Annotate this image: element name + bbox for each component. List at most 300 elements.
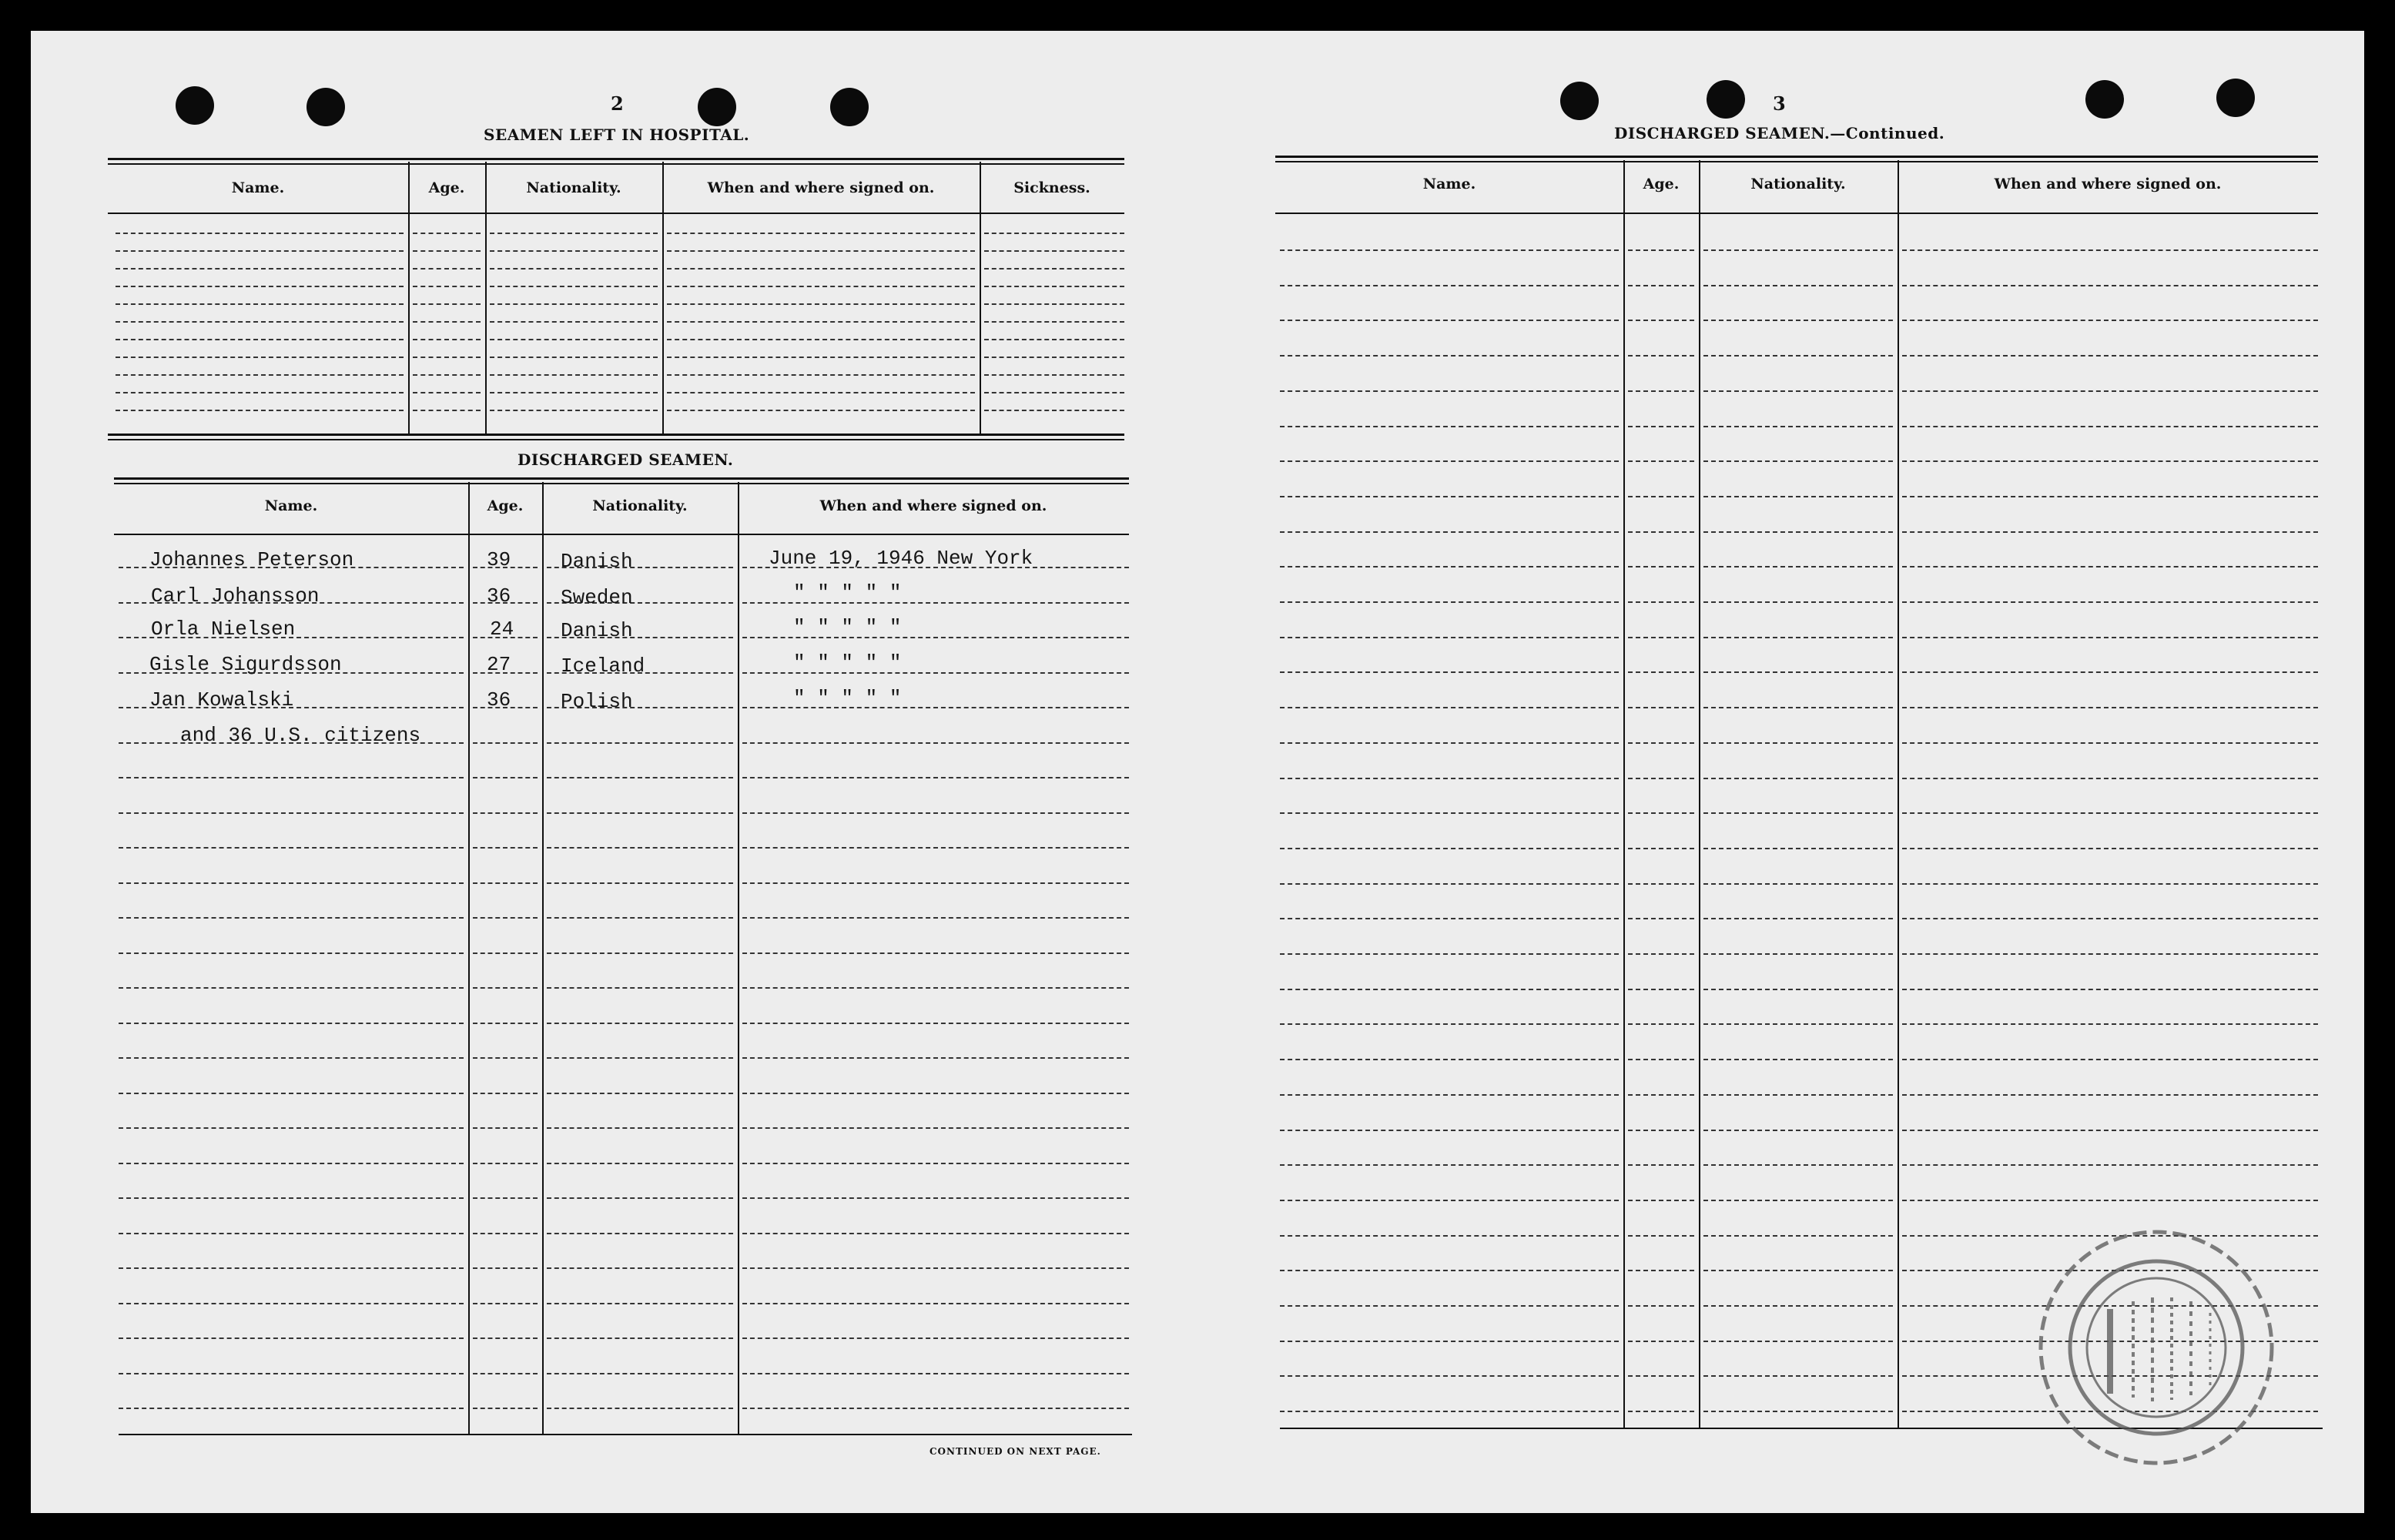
ruled-line (1902, 812, 2318, 814)
ruled-line (1280, 531, 1619, 533)
ruled-line (1902, 1200, 2318, 1201)
ruled-line (1628, 989, 1694, 990)
ruled-line (413, 374, 481, 376)
hospital-table-top-rule (108, 158, 1124, 165)
seaman-signed-on: " " " " " (793, 616, 902, 639)
ruled-line (1703, 848, 1893, 849)
ruled-line (984, 357, 1124, 358)
ruled-line (667, 303, 975, 305)
hospital-section-title: SEAMEN LEFT IN HOSPITAL. (484, 126, 750, 144)
hospital-col-divider (408, 162, 410, 434)
ruled-line (119, 882, 464, 884)
seaman-age: 27 (487, 653, 511, 676)
ruled-line (1902, 1023, 2318, 1025)
ruled-line (413, 250, 481, 252)
ruled-line (1628, 1375, 1694, 1377)
page-number-left: 2 (611, 92, 624, 115)
hospital-col-nationality: Nationality. (526, 179, 621, 196)
ruled-line (119, 987, 464, 989)
ruled-line (116, 357, 404, 358)
ruled-line (1280, 1305, 1619, 1307)
ruled-line (116, 374, 404, 376)
ruled-line (667, 392, 975, 393)
ruled-line (490, 286, 658, 287)
ruled-line (473, 1373, 538, 1374)
ruled-line (490, 303, 658, 305)
ruled-line (1628, 249, 1694, 251)
ruled-line (1628, 601, 1694, 603)
ruled-line (742, 1303, 1129, 1304)
ruled-line (984, 250, 1124, 252)
ruled-line (119, 952, 464, 954)
ruled-line (1280, 1235, 1619, 1237)
ruled-line (1628, 742, 1694, 744)
ruled-line (547, 1023, 733, 1024)
ruled-line (116, 392, 404, 393)
ruled-line (742, 1373, 1129, 1374)
seaman-nationality: Danish (561, 619, 633, 642)
seaman-signed-on: " " " " " (793, 687, 902, 710)
ruled-line (473, 1057, 538, 1059)
ruled-line (1280, 989, 1619, 990)
ruled-line (413, 286, 481, 287)
page-number-right: 3 (1773, 92, 1786, 115)
ruled-line (547, 917, 733, 919)
ruled-line (1703, 1130, 1893, 1131)
ruled-line (1703, 1270, 1893, 1271)
ruled-line (1628, 1164, 1694, 1166)
ruled-line (1628, 496, 1694, 497)
ruled-line (1703, 1305, 1893, 1307)
ruled-line (1628, 671, 1694, 673)
ruled-line (984, 233, 1124, 234)
ruled-line (1703, 707, 1893, 708)
ruled-line (1280, 601, 1619, 603)
ruled-line (667, 374, 975, 376)
ruled-line (1280, 460, 1619, 462)
ruled-line (1628, 848, 1694, 849)
ruled-line (742, 1197, 1129, 1199)
ruled-line (119, 1197, 464, 1199)
ruled-line (667, 339, 975, 340)
punch-hole (2085, 80, 2124, 119)
ruled-line (473, 1023, 538, 1024)
hospital-col-divider (662, 162, 664, 434)
ruled-line (473, 952, 538, 954)
ruled-line (984, 321, 1124, 323)
discharged-col-nationality: Nationality. (592, 497, 688, 514)
ruled-line (1628, 566, 1694, 567)
ruled-line (1902, 671, 2318, 673)
right-col-divider (1699, 160, 1700, 1428)
ruled-line (1902, 1094, 2318, 1096)
ruled-line (1902, 707, 2318, 708)
ruled-line (1902, 742, 2318, 744)
seaman-age: 36 (487, 688, 511, 711)
ruled-line (1628, 1059, 1694, 1060)
ruled-line (1628, 637, 1694, 638)
ruled-line (742, 1267, 1129, 1269)
ruled-line (547, 882, 733, 884)
ruled-line (1703, 426, 1893, 427)
ruled-line (1902, 918, 2318, 919)
ruled-line (1703, 390, 1893, 392)
ruled-line (1628, 320, 1694, 321)
right-col-nationality: Nationality. (1750, 176, 1846, 192)
discharged-col-signed-on: When and where signed on. (819, 497, 1047, 514)
ruled-line (473, 1163, 538, 1164)
form-sheet (31, 31, 2364, 1513)
seaman-age: 36 (487, 584, 511, 608)
seaman-nationality: Polish (561, 690, 633, 713)
ruled-line (1280, 742, 1619, 744)
right-col-signed-on: When and where signed on. (1994, 176, 2222, 192)
ruled-line (1902, 778, 2318, 779)
seaman-name: Johannes Peterson (149, 548, 354, 571)
ruled-line (984, 410, 1124, 411)
ruled-line (1280, 848, 1619, 849)
ruled-line (473, 777, 538, 778)
ruled-line (1628, 285, 1694, 286)
seaman-signed-on: " " " " " (793, 581, 902, 604)
ruled-line (547, 1303, 733, 1304)
ruled-line (547, 1337, 733, 1339)
ruled-line (547, 742, 733, 744)
ruled-line (742, 1408, 1129, 1409)
ruled-line (1703, 249, 1893, 251)
seaman-nationality: Danish (561, 550, 633, 573)
ruled-line (742, 1023, 1129, 1024)
ruled-line (1703, 953, 1893, 955)
continued-footer: CONTINUED ON NEXT PAGE. (930, 1446, 1101, 1457)
ruled-line (119, 1337, 464, 1339)
ruled-line (1703, 496, 1893, 497)
ruled-line (1703, 460, 1893, 462)
seaman-age: 24 (490, 618, 514, 641)
ruled-line (473, 1408, 538, 1409)
ruled-line (413, 410, 481, 411)
ruled-line (473, 882, 538, 884)
ruled-line (1280, 320, 1619, 321)
ruled-line (1902, 566, 2318, 567)
ruled-line (119, 1373, 464, 1374)
ruled-line (547, 1408, 733, 1409)
ruled-line (119, 1233, 464, 1234)
ruled-line (473, 1337, 538, 1339)
discharged-col-divider (468, 482, 470, 1434)
discharged-col-name: Name. (264, 497, 318, 514)
ruled-line (547, 1373, 733, 1374)
punch-hole (176, 86, 214, 125)
ruled-line (1703, 320, 1893, 321)
ruled-line (1280, 637, 1619, 638)
ruled-line (1628, 1200, 1694, 1201)
ruled-line (1703, 1023, 1893, 1025)
ruled-line (490, 233, 658, 234)
discharged-col-age: Age. (487, 497, 524, 514)
seaman-age: 39 (487, 548, 511, 571)
ruled-line (1628, 1305, 1694, 1307)
ruled-line (1280, 1341, 1619, 1342)
ruled-line (742, 777, 1129, 778)
ruled-line (473, 1197, 538, 1199)
seaman-name: Gisle Sigurdsson (149, 653, 342, 676)
ruled-line (1280, 566, 1619, 567)
ruled-line (1902, 531, 2318, 533)
ruled-line (1902, 320, 2318, 321)
ruled-line (1902, 1059, 2318, 1060)
discharged-table-bottom-rule (119, 1434, 1132, 1435)
ruled-line (1703, 778, 1893, 779)
ruled-line (1902, 1164, 2318, 1166)
seaman-nationality: Iceland (561, 654, 645, 678)
ruled-line (413, 303, 481, 305)
ruled-line (1703, 1235, 1893, 1237)
ruled-line (1628, 1235, 1694, 1237)
ruled-line (413, 233, 481, 234)
ruled-line (1628, 1341, 1694, 1342)
ruled-line (547, 987, 733, 989)
ruled-line (119, 1023, 464, 1024)
ruled-line (1280, 1130, 1619, 1131)
ruled-line (1902, 355, 2318, 357)
ruled-line (1628, 531, 1694, 533)
ruled-line (547, 1093, 733, 1094)
seaman-name: Jan Kowalski (149, 688, 294, 711)
ruled-line (473, 812, 538, 814)
ruled-line (1628, 812, 1694, 814)
ruled-line (1902, 989, 2318, 990)
ruled-line (1628, 883, 1694, 885)
ruled-line (1280, 249, 1619, 251)
ruled-line (490, 392, 658, 393)
ruled-line (413, 268, 481, 270)
ruled-line (1280, 1059, 1619, 1060)
seaman-nationality: Sweden (561, 586, 633, 609)
ruled-line (490, 268, 658, 270)
ruled-line (1703, 531, 1893, 533)
ruled-line (490, 321, 658, 323)
right-col-divider (1898, 160, 1899, 1428)
ruled-line (742, 917, 1129, 919)
ruled-line (742, 882, 1129, 884)
ruled-line (1628, 1270, 1694, 1271)
ruled-line (119, 1127, 464, 1129)
ruled-line (1628, 1094, 1694, 1096)
ruled-line (1280, 1023, 1619, 1025)
ruled-line (742, 1057, 1129, 1059)
ruled-line (984, 392, 1124, 393)
right-page-title: DISCHARGED SEAMEN.—Continued. (1614, 124, 1945, 142)
ruled-line (1902, 637, 2318, 638)
ruled-line (984, 303, 1124, 305)
ruled-line (116, 233, 404, 234)
ruled-line (1628, 460, 1694, 462)
date-stamp (2033, 1224, 2279, 1471)
ruled-line (667, 357, 975, 358)
ruled-line (667, 233, 975, 234)
ruled-line (742, 742, 1129, 744)
ruled-line (742, 1233, 1129, 1234)
right-col-divider (1623, 160, 1625, 1428)
ruled-line (116, 303, 404, 305)
hospital-header-rule (108, 213, 1124, 214)
ruled-line (1703, 566, 1893, 567)
ruled-line (1703, 637, 1893, 638)
punch-hole (1560, 82, 1599, 120)
ruled-line (116, 268, 404, 270)
ruled-line (1280, 953, 1619, 955)
ruled-line (1703, 355, 1893, 357)
ruled-line (473, 742, 538, 744)
ruled-line (473, 1233, 538, 1234)
ruled-line (1280, 1200, 1619, 1201)
ruled-line (1628, 355, 1694, 357)
ruled-line (1902, 883, 2318, 885)
ruled-line (1902, 460, 2318, 462)
ruled-line (1628, 426, 1694, 427)
ruled-line (1703, 812, 1893, 814)
ruled-line (1280, 390, 1619, 392)
ruled-line (547, 1267, 733, 1269)
ruled-line (742, 1127, 1129, 1129)
ruled-line (1703, 1164, 1893, 1166)
ruled-line (490, 410, 658, 411)
ruled-line (547, 952, 733, 954)
punch-hole (306, 88, 345, 126)
ruled-line (1703, 1200, 1893, 1201)
ruled-line (1280, 918, 1619, 919)
ruled-line (742, 952, 1129, 954)
ruled-line (1280, 1375, 1619, 1377)
ruled-line (1703, 285, 1893, 286)
right-col-name: Name. (1422, 176, 1476, 192)
ruled-line (473, 1093, 538, 1094)
ruled-line (667, 410, 975, 411)
ruled-line (1628, 1411, 1694, 1412)
ruled-line (413, 357, 481, 358)
ruled-line (1280, 883, 1619, 885)
hospital-col-divider (485, 162, 487, 434)
ruled-line (473, 847, 538, 849)
ruled-line (119, 1267, 464, 1269)
ruled-line (1703, 1375, 1893, 1377)
ruled-line (473, 987, 538, 989)
ruled-line (1703, 601, 1893, 603)
discharged-col-divider (542, 482, 544, 1434)
discharged-table-top-rule (114, 477, 1129, 484)
ruled-line (1280, 1411, 1619, 1412)
hospital-col-age: Age. (428, 179, 465, 196)
ruled-line (473, 1303, 538, 1304)
ruled-line (119, 847, 464, 849)
ruled-line (119, 1093, 464, 1094)
hospital-table-bottom-rule (108, 434, 1124, 440)
ruled-line (119, 917, 464, 919)
ruled-line (1902, 601, 2318, 603)
ruled-line (119, 777, 464, 778)
ruled-line (116, 286, 404, 287)
ruled-line (1628, 918, 1694, 919)
hospital-col-name: Name. (231, 179, 285, 196)
ruled-line (667, 268, 975, 270)
ruled-line (742, 987, 1129, 989)
ruled-line (984, 339, 1124, 340)
ruled-line (1902, 285, 2318, 286)
right-col-age: Age. (1643, 176, 1680, 192)
hospital-col-sickness: Sickness. (1013, 179, 1090, 196)
ruled-line (667, 321, 975, 323)
ruled-line (119, 1057, 464, 1059)
ruled-line (742, 812, 1129, 814)
ruled-line (1703, 989, 1893, 990)
ruled-line (1280, 355, 1619, 357)
right-table-top-rule (1275, 156, 2318, 162)
seaman-name: Orla Nielsen (151, 618, 296, 641)
punch-hole (698, 88, 736, 126)
ruled-line (547, 812, 733, 814)
ruled-line (547, 1233, 733, 1234)
ruled-line (490, 357, 658, 358)
ruled-line (1628, 778, 1694, 779)
ruled-line (1703, 1341, 1893, 1342)
ruled-line (1280, 285, 1619, 286)
seaman-signed-on: " " " " " (793, 651, 902, 675)
ruled-line (1703, 883, 1893, 885)
ruled-line (742, 1163, 1129, 1164)
ruled-line (116, 410, 404, 411)
ruled-line (984, 268, 1124, 270)
ruled-line (667, 250, 975, 252)
ruled-line (473, 1267, 538, 1269)
ruled-line (742, 847, 1129, 849)
ruled-line (413, 321, 481, 323)
ruled-line (119, 1163, 464, 1164)
discharged-col-divider (738, 482, 739, 1434)
punch-hole (830, 88, 869, 126)
ruled-line (473, 917, 538, 919)
ruled-line (473, 1127, 538, 1129)
ruled-line (413, 392, 481, 393)
ruled-line (1902, 848, 2318, 849)
ruled-line (984, 286, 1124, 287)
discharged-section-title: DISCHARGED SEAMEN. (518, 450, 734, 469)
ruled-line (1628, 953, 1694, 955)
ruled-line (1280, 707, 1619, 708)
ruled-line (1280, 1164, 1619, 1166)
hospital-col-divider (980, 162, 981, 434)
ruled-line (984, 374, 1124, 376)
ruled-line (547, 1127, 733, 1129)
ruled-line (1280, 778, 1619, 779)
ruled-line (667, 286, 975, 287)
ruled-line (1280, 496, 1619, 497)
ruled-line (1280, 671, 1619, 673)
ruled-line (1703, 671, 1893, 673)
ruled-line (1628, 1023, 1694, 1025)
ruled-line (547, 1057, 733, 1059)
ruled-line (1280, 1270, 1619, 1271)
ruled-line (547, 1197, 733, 1199)
ruled-line (547, 847, 733, 849)
ruled-line (742, 1093, 1129, 1094)
ruled-line (413, 339, 481, 340)
ruled-line (1703, 1094, 1893, 1096)
punch-hole (2216, 79, 2255, 117)
ruled-line (116, 339, 404, 340)
ruled-line (742, 1337, 1129, 1339)
ruled-line (490, 250, 658, 252)
